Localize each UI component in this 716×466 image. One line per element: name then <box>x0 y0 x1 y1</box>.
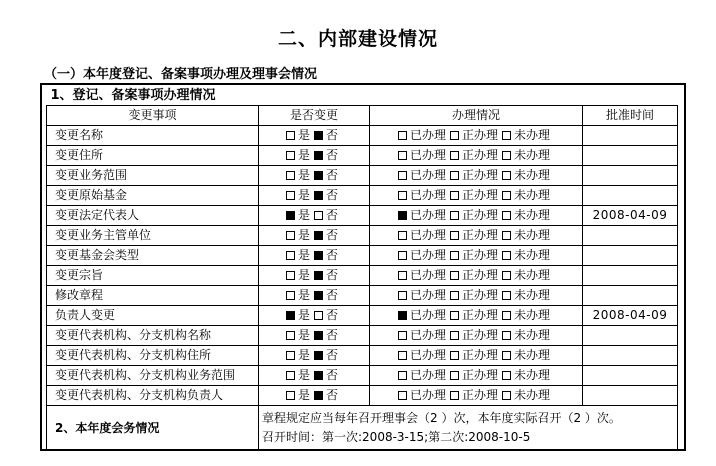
doing-label: 正办理 <box>461 128 498 142</box>
row-item-name: 修改章程 <box>47 286 259 306</box>
registration-table <box>46 86 678 451</box>
approval-date <box>583 326 678 346</box>
done-checkbox[interactable] <box>398 191 407 200</box>
no-label: 否 <box>326 308 339 322</box>
table-row <box>47 386 678 406</box>
meeting-dates-text: 召开时间：第一次:2008-3-15;第二次:2008-10-5 <box>262 430 531 444</box>
done-checkbox[interactable] <box>398 311 407 320</box>
notdone-label: 未办理 <box>514 288 551 302</box>
header-status: 办理情况 <box>370 106 583 126</box>
notdone-checkbox[interactable] <box>502 191 511 200</box>
changed-cell <box>259 266 370 286</box>
changed-cell <box>259 366 370 386</box>
done-checkbox[interactable] <box>398 271 407 280</box>
no-checkbox[interactable] <box>314 131 323 140</box>
no-checkbox[interactable] <box>314 151 323 160</box>
no-checkbox[interactable] <box>314 171 323 180</box>
yes-checkbox[interactable] <box>286 351 295 360</box>
notdone-label: 未办理 <box>514 128 551 142</box>
notdone-checkbox[interactable] <box>502 251 511 260</box>
doing-checkbox[interactable] <box>450 331 459 340</box>
doing-label: 正办理 <box>461 368 498 382</box>
table-header-row <box>47 106 678 126</box>
table-row <box>47 326 678 346</box>
no-label: 否 <box>326 368 339 382</box>
changed-cell <box>259 166 370 186</box>
table-row <box>47 126 678 146</box>
yes-label: 是 <box>297 348 310 362</box>
no-checkbox[interactable] <box>314 211 323 220</box>
row-item-name: 变更基金会类型 <box>47 246 259 266</box>
yes-checkbox[interactable] <box>286 331 295 340</box>
yes-label: 是 <box>297 148 310 162</box>
doing-checkbox[interactable] <box>450 391 459 400</box>
done-label: 已办理 <box>409 388 446 402</box>
notdone-label: 未办理 <box>514 148 551 162</box>
doing-label: 正办理 <box>461 328 498 342</box>
done-checkbox[interactable] <box>398 151 407 160</box>
approval-date: 2008-04-09 <box>583 306 678 326</box>
doing-checkbox[interactable] <box>450 291 459 300</box>
no-checkbox[interactable] <box>314 331 323 340</box>
header-date: 批准时间 <box>583 106 678 126</box>
no-checkbox[interactable] <box>314 291 323 300</box>
notdone-checkbox[interactable] <box>502 211 511 220</box>
status-cell <box>370 246 583 266</box>
table-row <box>47 206 678 226</box>
yes-checkbox[interactable] <box>286 231 295 240</box>
changed-cell <box>259 386 370 406</box>
row-item-name: 变更代表机构、分支机构住所 <box>47 346 259 366</box>
doing-checkbox[interactable] <box>450 371 459 380</box>
no-label: 否 <box>326 268 339 282</box>
done-checkbox[interactable] <box>398 371 407 380</box>
done-label: 已办理 <box>409 348 446 362</box>
section-subtitle: （一）本年度登记、备案事项办理及理事会情况 <box>44 67 318 82</box>
done-label: 已办理 <box>409 288 446 302</box>
done-label: 已办理 <box>409 248 446 262</box>
notdone-label: 未办理 <box>514 168 551 182</box>
no-checkbox[interactable] <box>314 371 323 380</box>
doing-checkbox[interactable] <box>450 191 459 200</box>
yes-label: 是 <box>297 388 310 402</box>
page-title: 二、内部建设情况 <box>277 28 438 50</box>
yes-label: 是 <box>297 268 310 282</box>
row-item-name: 变更代表机构、分支机构业务范围 <box>47 366 259 386</box>
status-cell <box>370 286 583 306</box>
notdone-label: 未办理 <box>514 208 551 222</box>
doing-checkbox[interactable] <box>450 251 459 260</box>
table-row <box>47 286 678 306</box>
doing-label: 正办理 <box>461 228 498 242</box>
done-label: 已办理 <box>409 188 446 202</box>
notdone-label: 未办理 <box>514 388 551 402</box>
no-checkbox[interactable] <box>314 351 323 360</box>
yes-label: 是 <box>297 288 310 302</box>
meeting-info <box>259 406 678 451</box>
notdone-checkbox[interactable] <box>502 151 511 160</box>
section2-heading: 2、本年度会务情况 <box>47 406 259 451</box>
notdone-checkbox[interactable] <box>502 231 511 240</box>
notdone-checkbox[interactable] <box>502 131 511 140</box>
no-label: 否 <box>326 348 339 362</box>
notdone-checkbox[interactable] <box>502 311 511 320</box>
meeting-row <box>47 406 678 451</box>
row-item-name: 变更法定代表人 <box>47 206 259 226</box>
approval-date <box>583 286 678 306</box>
yes-label: 是 <box>297 228 310 242</box>
status-cell <box>370 366 583 386</box>
doing-label: 正办理 <box>461 168 498 182</box>
changed-cell <box>259 326 370 346</box>
table-row <box>47 246 678 266</box>
doing-checkbox[interactable] <box>450 351 459 360</box>
status-cell <box>370 206 583 226</box>
status-cell <box>370 346 583 366</box>
yes-checkbox[interactable] <box>286 291 295 300</box>
status-cell <box>370 386 583 406</box>
done-checkbox[interactable] <box>398 291 407 300</box>
no-label: 否 <box>326 208 339 222</box>
notdone-label: 未办理 <box>514 348 551 362</box>
approval-date <box>583 226 678 246</box>
done-checkbox[interactable] <box>398 131 407 140</box>
meeting-count-text: 章程规定应当每年召开理事会（2 ）次，本年度实际召开（2 ）次。 <box>262 411 621 425</box>
changed-cell <box>259 346 370 366</box>
doing-label: 正办理 <box>461 288 498 302</box>
status-cell <box>370 126 583 146</box>
row-item-name: 变更代表机构、分支机构负责人 <box>47 386 259 406</box>
notdone-checkbox[interactable] <box>502 371 511 380</box>
yes-label: 是 <box>297 248 310 262</box>
done-checkbox[interactable] <box>398 391 407 400</box>
changed-cell <box>259 146 370 166</box>
row-item-name: 变更名称 <box>47 126 259 146</box>
doing-checkbox[interactable] <box>450 171 459 180</box>
done-label: 已办理 <box>409 228 446 242</box>
done-checkbox[interactable] <box>398 231 407 240</box>
no-checkbox[interactable] <box>314 191 323 200</box>
changed-cell <box>259 286 370 306</box>
doing-label: 正办理 <box>461 248 498 262</box>
no-checkbox[interactable] <box>314 231 323 240</box>
no-label: 否 <box>326 188 339 202</box>
approval-date <box>583 146 678 166</box>
row-item-name: 负责人变更 <box>47 306 259 326</box>
approval-date: 2008-04-09 <box>583 206 678 226</box>
changed-cell <box>259 186 370 206</box>
yes-label: 是 <box>297 208 310 222</box>
approval-date <box>583 346 678 366</box>
no-checkbox[interactable] <box>314 251 323 260</box>
changed-cell <box>259 206 370 226</box>
done-checkbox[interactable] <box>398 211 407 220</box>
notdone-label: 未办理 <box>514 248 551 262</box>
notdone-checkbox[interactable] <box>502 171 511 180</box>
done-checkbox[interactable] <box>398 171 407 180</box>
done-label: 已办理 <box>409 168 446 182</box>
yes-checkbox[interactable] <box>286 271 295 280</box>
yes-checkbox[interactable] <box>286 371 295 380</box>
status-cell <box>370 306 583 326</box>
row-item-name: 变更业务范围 <box>47 166 259 186</box>
done-label: 已办理 <box>409 368 446 382</box>
status-cell <box>370 146 583 166</box>
no-label: 否 <box>326 288 339 302</box>
row-item-name: 变更代表机构、分支机构名称 <box>47 326 259 346</box>
no-label: 否 <box>326 248 339 262</box>
changed-cell <box>259 126 370 146</box>
no-label: 否 <box>326 168 339 182</box>
row-item-name: 变更业务主管单位 <box>47 226 259 246</box>
table-row <box>47 146 678 166</box>
doing-label: 正办理 <box>461 148 498 162</box>
notdone-label: 未办理 <box>514 328 551 342</box>
notdone-checkbox[interactable] <box>502 331 511 340</box>
approval-date <box>583 266 678 286</box>
yes-label: 是 <box>297 188 310 202</box>
changed-cell <box>259 226 370 246</box>
notdone-label: 未办理 <box>514 308 551 322</box>
section1-heading: 1、登记、备案事项办理情况 <box>47 86 678 106</box>
table-row <box>47 226 678 246</box>
doing-label: 正办理 <box>461 388 498 402</box>
notdone-checkbox[interactable] <box>502 351 511 360</box>
doing-checkbox[interactable] <box>450 271 459 280</box>
no-label: 否 <box>326 128 339 142</box>
row-item-name: 变更宗旨 <box>47 266 259 286</box>
doing-checkbox[interactable] <box>450 151 459 160</box>
table-row <box>47 266 678 286</box>
done-label: 已办理 <box>409 208 446 222</box>
notdone-label: 未办理 <box>514 188 551 202</box>
no-checkbox[interactable] <box>314 391 323 400</box>
no-label: 否 <box>326 328 339 342</box>
doing-label: 正办理 <box>461 208 498 222</box>
status-cell <box>370 166 583 186</box>
approval-date <box>583 386 678 406</box>
approval-date <box>583 186 678 206</box>
done-checkbox[interactable] <box>398 351 407 360</box>
table-row <box>47 366 678 386</box>
done-label: 已办理 <box>409 308 446 322</box>
yes-label: 是 <box>297 168 310 182</box>
notdone-checkbox[interactable] <box>502 291 511 300</box>
doing-checkbox[interactable] <box>450 231 459 240</box>
approval-date <box>583 366 678 386</box>
yes-label: 是 <box>297 308 310 322</box>
done-label: 已办理 <box>409 148 446 162</box>
done-label: 已办理 <box>409 268 446 282</box>
doing-checkbox[interactable] <box>450 211 459 220</box>
yes-checkbox[interactable] <box>286 151 295 160</box>
yes-label: 是 <box>297 368 310 382</box>
changed-cell <box>259 246 370 266</box>
doing-checkbox[interactable] <box>450 311 459 320</box>
yes-checkbox[interactable] <box>286 131 295 140</box>
notdone-checkbox[interactable] <box>502 271 511 280</box>
status-cell <box>370 186 583 206</box>
doing-checkbox[interactable] <box>450 131 459 140</box>
row-item-name: 变更住所 <box>47 146 259 166</box>
done-label: 已办理 <box>409 128 446 142</box>
done-checkbox[interactable] <box>398 251 407 260</box>
row-item-name: 变更原始基金 <box>47 186 259 206</box>
no-label: 否 <box>326 148 339 162</box>
yes-label: 是 <box>297 128 310 142</box>
done-label: 已办理 <box>409 328 446 342</box>
yes-checkbox[interactable] <box>286 391 295 400</box>
doing-label: 正办理 <box>461 188 498 202</box>
table-row <box>47 166 678 186</box>
done-checkbox[interactable] <box>398 331 407 340</box>
yes-checkbox[interactable] <box>286 311 295 320</box>
doing-label: 正办理 <box>461 348 498 362</box>
yes-checkbox[interactable] <box>286 191 295 200</box>
approval-date <box>583 166 678 186</box>
status-cell <box>370 226 583 246</box>
doing-label: 正办理 <box>461 268 498 282</box>
yes-checkbox[interactable] <box>286 171 295 180</box>
header-changed: 是否变更 <box>259 106 370 126</box>
notdone-label: 未办理 <box>514 228 551 242</box>
no-label: 否 <box>326 388 339 402</box>
no-checkbox[interactable] <box>314 311 323 320</box>
yes-checkbox[interactable] <box>286 211 295 220</box>
table-row <box>47 186 678 206</box>
yes-checkbox[interactable] <box>286 251 295 260</box>
notdone-label: 未办理 <box>514 368 551 382</box>
status-cell <box>370 326 583 346</box>
header-item: 变更事项 <box>47 106 259 126</box>
no-label: 否 <box>326 228 339 242</box>
no-checkbox[interactable] <box>314 271 323 280</box>
approval-date <box>583 246 678 266</box>
table-row <box>47 306 678 326</box>
approval-date <box>583 126 678 146</box>
table-row <box>47 346 678 366</box>
status-cell <box>370 266 583 286</box>
notdone-checkbox[interactable] <box>502 391 511 400</box>
doing-label: 正办理 <box>461 308 498 322</box>
notdone-label: 未办理 <box>514 268 551 282</box>
changed-cell <box>259 306 370 326</box>
yes-label: 是 <box>297 328 310 342</box>
